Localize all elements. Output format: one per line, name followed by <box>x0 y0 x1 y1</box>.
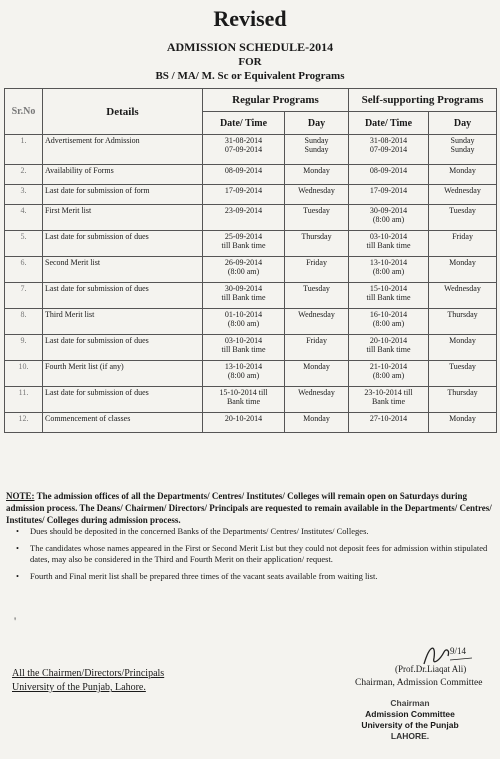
cell-regular-datetime-line: 30-09-2014 <box>224 284 263 293</box>
svg-text:9/14: 9/14 <box>450 646 467 656</box>
signatory-name: (Prof.Dr.Liaqat Ali) <box>395 664 467 674</box>
cell-details <box>43 387 203 413</box>
cell-self-day <box>429 361 497 387</box>
cell-self-day <box>429 205 497 231</box>
cell-self-datetime-line: 21-10-2014 <box>369 362 408 371</box>
header-self-datetime: Date/ Time <box>349 112 429 135</box>
cell-regular-day-line: Thursday <box>301 232 332 241</box>
cell-self-datetime <box>349 165 429 185</box>
cell-self-datetime-line: 03-10-2014 <box>369 232 408 241</box>
cell-regular-datetime <box>203 185 285 205</box>
header-regular-programs: Regular Programs <box>203 89 349 112</box>
cell-regular-day-line: Tuesday <box>303 206 330 215</box>
cell-self-datetime <box>349 257 429 283</box>
cell-regular-datetime <box>203 165 285 185</box>
cell-regular-day <box>285 413 349 433</box>
cell-sno <box>5 335 43 361</box>
cell-details-line: Third Merit list <box>45 310 95 319</box>
cell-regular-datetime-line: 13-10-2014 <box>224 362 263 371</box>
cell-sno <box>5 231 43 257</box>
cell-self-datetime-line: 16-10-2014 <box>369 310 408 319</box>
cell-details-line: Last date for submission of form <box>45 186 150 195</box>
note-text: The admission offices of all the Departments/ Centres/ Institutes/ Colleges will remain open on Saturdays during admission process. The Deans/ Chairmen/ Directors/ Principals are requested to remain available in the Departments/ Centres/ Institutes/ Colleges during admission process. <box>6 491 492 525</box>
cell-regular-day <box>285 309 349 335</box>
cell-self-datetime <box>349 309 429 335</box>
cell-regular-datetime <box>203 205 285 231</box>
cell-details <box>43 185 203 205</box>
cell-regular-day <box>285 283 349 309</box>
cell-self-datetime-line: 15-10-2014 <box>369 284 408 293</box>
header-reg-datetime: Date/ Time <box>203 112 285 135</box>
cell-details <box>43 309 203 335</box>
cell-sno-line: 9. <box>20 336 27 345</box>
cell-sno <box>5 283 43 309</box>
cell-self-day <box>429 283 497 309</box>
cell-regular-datetime-line: 15-10-2014 till <box>219 388 268 397</box>
cell-details <box>43 361 203 387</box>
addressee-line-2: University of the Punjab, Lahore. <box>12 682 146 693</box>
bullet-text: Fourth and Final merit list shall be prepared three times of the vacant seats available from waiting list. <box>30 570 378 581</box>
stamp-line-3: University of the Punjab <box>361 720 459 730</box>
cell-self-day-line: Tuesday <box>449 206 476 215</box>
cell-self-day <box>429 387 497 413</box>
cell-self-day-line: Sunday <box>450 145 475 154</box>
cell-self-datetime-line: 23-10-2014 till <box>364 388 413 397</box>
header-reg-day: Day <box>285 112 349 135</box>
cell-self-datetime-line: till Bank time <box>366 241 411 250</box>
table-row <box>5 257 497 283</box>
cell-self-datetime-line: Bank time <box>371 397 406 406</box>
cell-self-day-line: Thursday <box>447 388 478 397</box>
cell-regular-day <box>285 257 349 283</box>
cell-details-line: Advertisement for Admission <box>45 136 140 145</box>
bullet-item: • The candidates whose names appeared in the First or Second Merit List but they could not deposit fees for admission within stipulated dates, may also be considered in the Third and Fourth Merit on their application/ request. <box>16 542 488 564</box>
cell-sno-line: 10. <box>18 362 29 371</box>
cell-self-datetime-line: 08-09-2014 <box>369 166 408 175</box>
cell-self-datetime-line: (8:00 am) <box>372 267 405 276</box>
cell-details-line: Commencement of classes <box>45 414 131 423</box>
cell-self-day-line: Monday <box>449 336 476 345</box>
cell-regular-datetime-line: till Bank time <box>221 241 266 250</box>
cell-regular-datetime-line: (8:00 am) <box>227 319 260 328</box>
cell-details <box>43 335 203 361</box>
cell-self-datetime <box>349 205 429 231</box>
cell-regular-datetime-line: till Bank time <box>221 345 266 354</box>
header-details: Details <box>43 89 203 135</box>
cell-regular-day-line: Monday <box>303 414 330 423</box>
cell-regular-day-line: Wednesday <box>298 388 335 397</box>
bullet-item: • Fourth and Final merit list shall be prepared three times of the vacant seats available from waiting list. <box>16 570 378 581</box>
cell-self-datetime-line: 20-10-2014 <box>369 336 408 345</box>
cell-details <box>43 283 203 309</box>
table-row <box>5 361 497 387</box>
cell-regular-day <box>285 361 349 387</box>
cell-regular-datetime-line: (8:00 am) <box>227 371 260 380</box>
cell-self-datetime <box>349 335 429 361</box>
official-stamp <box>330 698 490 754</box>
note-block <box>6 490 494 526</box>
cell-details-line: Last date for submission of dues <box>45 388 149 397</box>
cell-regular-day-line: Monday <box>303 166 330 175</box>
cell-self-day-line: Sunday <box>450 136 475 145</box>
cell-sno <box>5 361 43 387</box>
cell-regular-datetime-line: (8:00 am) <box>227 267 260 276</box>
bullet-item: • Dues should be deposited in the concerned Banks of the Departments/ Centres/ Institutes/ Colleges. <box>16 526 369 536</box>
cell-sno-line: 1. <box>20 136 27 145</box>
cell-regular-datetime-line: 01-10-2014 <box>224 310 263 319</box>
cell-details-line: Last date for submission of dues <box>45 336 149 345</box>
table-header-row <box>5 89 497 112</box>
stamp-line-2: Admission Committee <box>365 709 455 719</box>
bullet-text: Dues should be deposited in the concerned Banks of the Departments/ Centres/ Institutes/ Colleges. <box>30 526 369 536</box>
cell-sno-line: 3. <box>20 186 27 195</box>
cell-regular-datetime <box>203 413 285 433</box>
cell-regular-datetime <box>203 135 285 165</box>
cell-regular-datetime-line: till Bank time <box>221 293 266 302</box>
cell-sno-line: 11. <box>18 388 29 397</box>
cell-self-datetime <box>349 283 429 309</box>
cell-regular-day-line: Wednesday <box>298 310 335 319</box>
table-row <box>5 231 497 257</box>
table-row <box>5 283 497 309</box>
table-row <box>5 205 497 231</box>
cell-self-datetime-line: 31-08-2014 <box>369 136 408 145</box>
bullet-list <box>6 526 494 587</box>
cell-regular-day <box>285 231 349 257</box>
cell-details-line: Last date for submission of dues <box>45 284 149 293</box>
cell-regular-day-line: Monday <box>303 362 330 371</box>
cell-self-datetime-line: (8:00 am) <box>372 215 405 224</box>
cell-details <box>43 165 203 185</box>
cell-details-line: First Merit list <box>45 206 92 215</box>
cell-self-datetime <box>349 413 429 433</box>
margin-mark: ' <box>14 614 17 628</box>
stamp-line-1: Chairman <box>390 698 430 708</box>
cell-regular-datetime-line: 08-09-2014 <box>224 166 263 175</box>
cell-regular-day-line: Friday <box>306 258 327 267</box>
cell-regular-datetime-line: 20-10-2014 <box>224 414 263 423</box>
cell-sno <box>5 205 43 231</box>
header-self-supporting-programs: Self-supporting Programs <box>349 89 497 112</box>
cell-regular-day <box>285 205 349 231</box>
header-sno: Sr.No <box>5 89 43 135</box>
cell-regular-day-line: Wednesday <box>298 186 335 195</box>
cell-self-datetime-line: till Bank time <box>366 345 411 354</box>
cell-regular-day-line: Sunday <box>304 136 329 145</box>
cell-sno-line: 4. <box>20 206 27 215</box>
cell-regular-day <box>285 165 349 185</box>
cell-details-line: Second Merit list <box>45 258 101 267</box>
cell-sno-line: 8. <box>20 310 27 319</box>
table-row <box>5 335 497 361</box>
cell-self-day-line: Monday <box>449 166 476 175</box>
cell-sno <box>5 165 43 185</box>
cell-self-day-line: Wednesday <box>444 284 481 293</box>
for-label: FOR <box>238 56 262 68</box>
cell-regular-datetime <box>203 387 285 413</box>
cell-self-datetime-line: (8:00 am) <box>372 371 405 380</box>
header-self-day: Day <box>429 112 497 135</box>
cell-self-day <box>429 231 497 257</box>
cell-regular-day <box>285 185 349 205</box>
cell-regular-datetime <box>203 257 285 283</box>
cell-self-datetime <box>349 185 429 205</box>
table-row <box>5 185 497 205</box>
page-title: Revised <box>213 6 287 31</box>
note-label: NOTE: <box>6 491 35 501</box>
cell-self-day-line: Tuesday <box>449 362 476 371</box>
cell-self-day <box>429 257 497 283</box>
cell-regular-datetime-line: 23-09-2014 <box>224 206 263 215</box>
cell-regular-day-line: Friday <box>306 336 327 345</box>
cell-sno <box>5 413 43 433</box>
cell-self-day <box>429 165 497 185</box>
cell-self-datetime-line: 17-09-2014 <box>369 186 408 195</box>
signature-area <box>0 640 500 759</box>
cell-self-datetime-line: till Bank time <box>366 293 411 302</box>
table-row <box>5 165 497 185</box>
cell-self-day-line: Friday <box>452 232 473 241</box>
cell-details <box>43 257 203 283</box>
cell-self-datetime-line: 07-09-2014 <box>369 145 408 154</box>
cell-self-day <box>429 335 497 361</box>
cell-regular-datetime <box>203 231 285 257</box>
cell-self-datetime-line: 27-10-2014 <box>369 414 408 423</box>
cell-details <box>43 413 203 433</box>
admission-schedule-table <box>4 88 497 433</box>
cell-sno <box>5 387 43 413</box>
cell-self-day <box>429 185 497 205</box>
cell-regular-datetime <box>203 361 285 387</box>
cell-regular-day <box>285 135 349 165</box>
cell-details-line: Fourth Merit list (if any) <box>45 362 124 371</box>
cell-regular-datetime-line: 07-09-2014 <box>224 145 263 154</box>
cell-details-line: Last date for submission of dues <box>45 232 149 241</box>
table-row <box>5 309 497 335</box>
cell-self-datetime-line: 30-09-2014 <box>369 206 408 215</box>
cell-self-datetime <box>349 387 429 413</box>
table-row <box>5 135 497 165</box>
stamp-line-4: LAHORE. <box>390 731 430 741</box>
cell-regular-day-line: Sunday <box>304 145 329 154</box>
cell-regular-datetime-line: 25-09-2014 <box>224 232 263 241</box>
cell-self-day <box>429 135 497 165</box>
cell-regular-day-line: Tuesday <box>303 284 330 293</box>
bullet-text: The candidates whose names appeared in the First or Second Merit List but they could not deposit fees for admission within stipulated dates, may also be considered in the Third and Fourth Merit on their application/ request. <box>30 542 488 564</box>
cell-self-datetime-line: 13-10-2014 <box>369 258 408 267</box>
cell-sno-line: 7. <box>20 284 27 293</box>
table-row <box>5 387 497 413</box>
cell-regular-datetime-line: 03-10-2014 <box>224 336 263 345</box>
cell-details <box>43 205 203 231</box>
cell-self-datetime <box>349 231 429 257</box>
table-row <box>5 413 497 433</box>
cell-self-day-line: Thursday <box>447 310 478 319</box>
cell-details <box>43 231 203 257</box>
schedule-heading: ADMISSION SCHEDULE-2014 <box>166 40 334 54</box>
cell-regular-datetime-line: 31-08-2014 <box>224 136 263 145</box>
cell-regular-day <box>285 335 349 361</box>
cell-sno <box>5 257 43 283</box>
cell-details-line: Availability of Forms <box>45 166 114 175</box>
cell-sno-line: 6. <box>20 258 27 267</box>
cell-self-day-line: Monday <box>449 414 476 423</box>
cell-sno-line: 12. <box>18 414 29 423</box>
cell-self-datetime-line: (8:00 am) <box>372 319 405 328</box>
cell-self-day <box>429 309 497 335</box>
cell-sno-line: 2. <box>20 166 27 175</box>
cell-regular-datetime <box>203 309 285 335</box>
cell-sno-line: 5. <box>20 232 27 241</box>
cell-regular-datetime <box>203 335 285 361</box>
cell-self-day <box>429 413 497 433</box>
cell-sno <box>5 185 43 205</box>
cell-regular-datetime-line: Bank time <box>226 397 261 406</box>
cell-sno <box>5 309 43 335</box>
cell-self-day-line: Monday <box>449 258 476 267</box>
programs-heading: BS / MA/ M. Sc or Equivalent Programs <box>155 70 345 82</box>
cell-self-datetime <box>349 135 429 165</box>
cell-regular-datetime <box>203 283 285 309</box>
cell-regular-datetime-line: 17-09-2014 <box>224 186 263 195</box>
cell-regular-day <box>285 387 349 413</box>
addressee-line-1: All the Chairmen/Directors/Principals <box>12 668 165 679</box>
cell-self-day-line: Wednesday <box>444 186 481 195</box>
cell-self-datetime <box>349 361 429 387</box>
cell-details <box>43 135 203 165</box>
cell-regular-datetime-line: 26-09-2014 <box>224 258 263 267</box>
signatory-title: Chairman, Admission Committee <box>355 678 483 688</box>
cell-sno <box>5 135 43 165</box>
